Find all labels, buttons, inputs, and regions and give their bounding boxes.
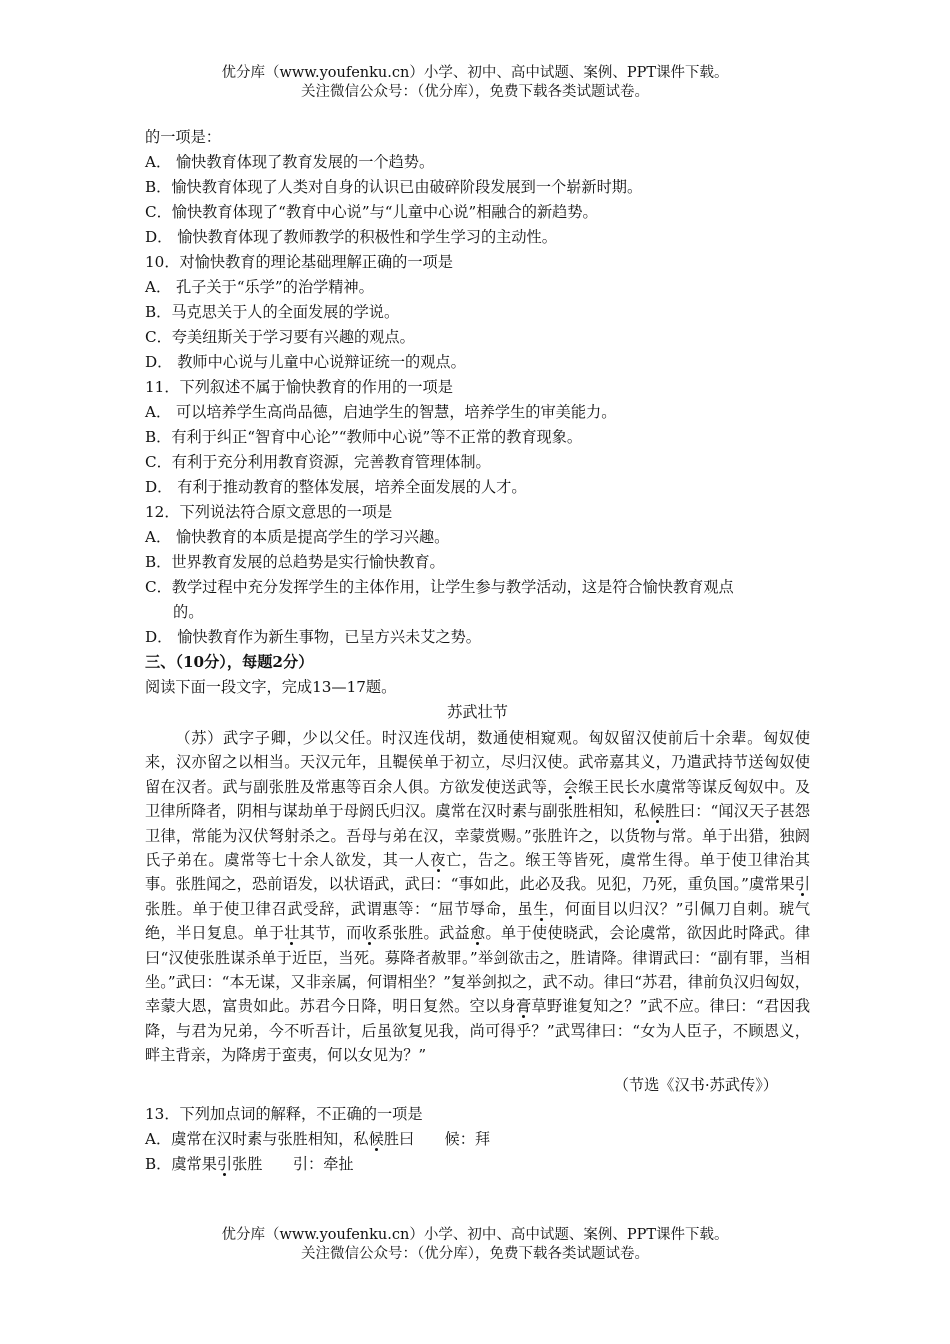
q12-option-b: B．世界教育发展的总趋势是实行愉快教育。 [145,553,445,571]
q9-option-c: C．愉快教育体现了“教育中心说”与“儿童中心说”相融合的新趋势。 [145,203,598,221]
q13-option-a: A．虞常在汉时素与张胜相知，私候胜曰 候：拜 [145,1129,491,1148]
dotted-word: 会 [562,777,579,796]
q9-option-a: A． 愉快教育体现了教育发展的一个趋势。 [145,153,435,171]
q9-option-b: B．愉快教育体现了人类对自身的认识已由破碎阶段发展到一个崭新时期。 [145,178,643,196]
q12-option-d: D． 愉快教育作为新生事物，已呈方兴未艾之势。 [145,628,481,646]
footer-line-1: 优分库（www.youfenku.cn）小学、初中、高中试题、案例、PPT课件下载。 [221,1227,729,1243]
dotted-word: 壮 [284,924,300,943]
dotted-word: 愈 [469,924,486,943]
exam-content [145,125,810,1177]
page-header [0,64,950,102]
q9-stem-end: 的一项是： [145,128,221,146]
q13-option-b: B．虞常果引张胜 引：牵扯 [145,1154,354,1173]
q12-option-a: A． 愉快教育的本质是提高学生的学习兴趣。 [145,528,450,546]
q11-option-a: A． 可以培养学生高尚品德，启迪学生的智慧，培养学生的审美能力。 [145,403,617,421]
q11-option-b: B．有利于纠正“智育中心论”“教师中心说”等不正常的教育现象。 [145,428,583,446]
page-footer [0,1226,950,1264]
passage-title: 苏武壮节 [447,703,508,721]
header-line-1: 优分库（www.youfenku.cn）小学、初中、高中试题、案例、PPT课件下载。 [221,65,729,81]
q10-option-d: D． 教师中心说与儿童中心说辩证统一的观点。 [145,353,466,371]
dotted-word: 引 [216,1154,233,1173]
q11-option-d: D． 有利于推动教育的整体发展，培养全面发展的人才。 [145,478,527,496]
footer-line-2: 关注微信公众号：（优分库），免费下载各类试题试卷。 [301,1246,649,1262]
q12-option-c-line1: C．教学过程中充分发挥学生的主体作用，让学生参与教学活动，这是符合愉快教育观点 [145,578,734,596]
passage-body: （苏）武字子卿，少以父任。时汉连伐胡，数通使相窥观。匈奴留汉使前后十余辈。匈奴使来，汉亦留之以相当。天汉元年，且鞮侯单于初立，尽归汉使。武帝嘉其义，乃遣武持节送匈奴使留在汉者。武与副张胜及常惠等百余人俱。方欲发使送武等，会缑王民长水虞常等谋反匈奴中。及卫律所降者，阴相与谋劫单于母阏氏归汉。虞常在汉时素与副张胜相知，私候胜曰：“闻汉天子甚怨卫律，常能为汉伏弩射杀之。吾母与弟在汉，幸蒙赏赐。”张胜许之，以货物与常。单于出猎，独阏氏子弟在。虞常等七十余人欲发，其一人夜亡，告之。缑王等皆死，虞常生得。单于使卫律治其事。张胜闻之，恐前语发，以状语武，武曰：“事如此，此必及我。见犯，乃死，重负国。”虞常果引张胜。单于使卫律召武受辞，武谓惠等：“屈节辱命，虽生，何面目以归汉？”引佩刀自刺。琥气绝，半日复息。单于壮其节，而收系张胜。武益愈。单于使使晓武，会论虞常，欲因此时降武。律曰“汉使张胜谋杀单于近臣，当死。募降者赦罪。”举剑欲击之，胜请降。律谓武曰：“副有罪，当相坐。”武曰：“本无谋，又非亲属，何谓相坐？”复举剑拟之，武不动。律曰“苏君，律前负汉归匈奴，幸蒙大恩，富贵如此。苏君今日降，明日复然。空以身膏草野谁复知之？”武不应。律曰：“君因我降，与君为兄弟，今不听吾计，后虽欲复见我，尚可得乎？”武骂律曰：“女为人臣子，不顾恩义，畔主背亲，为降虏于蛮夷，何以女见为？” [145,729,811,1065]
q11-option-c: C．有利于充分利用教育资源，完善教育管理体制。 [145,453,491,471]
dotted-word: 引 [794,875,810,894]
dotted-word: 候 [649,802,665,821]
q10-option-c: C．夸美纽斯关于学习要有兴趣的观点。 [145,328,415,346]
q10-stem: 10．对愉快教育的理论基础理解正确的一项是 [145,253,453,271]
dotted-word: 夜 [430,851,447,870]
dotted-word: 膏 [515,997,532,1016]
header-line-2: 关注微信公众号：（优分库），免费下载各类试题试卷。 [301,84,649,100]
q9-option-d: D． 愉快教育体现了教师教学的积极性和学生学习的主动性。 [145,228,557,246]
dotted-word: 生 [533,899,550,918]
dotted-word: 收 [361,924,378,943]
passage-source: （节选《汉书·苏武传》） [613,1075,778,1094]
section-3-instruction: 阅读下面一段文字，完成13—17题。 [145,678,397,696]
q10-option-a: A． 孔子关于“乐学”的治学精神。 [145,278,374,296]
q11-stem: 11．下列叙述不属于愉快教育的作用的一项是 [145,378,453,396]
q12-option-c-line2: 的。 [173,603,204,621]
section-3-title: 三、（10分），每题2分） [145,653,314,671]
dotted-word: 候 [368,1129,384,1148]
q10-option-b: B．马克思关于人的全面发展的学说。 [145,303,400,321]
q13-stem: 13．下列加点词的解释，不正确的一项是 [145,1104,423,1123]
q12-stem: 12．下列说法符合原文意思的一项是 [145,503,393,521]
